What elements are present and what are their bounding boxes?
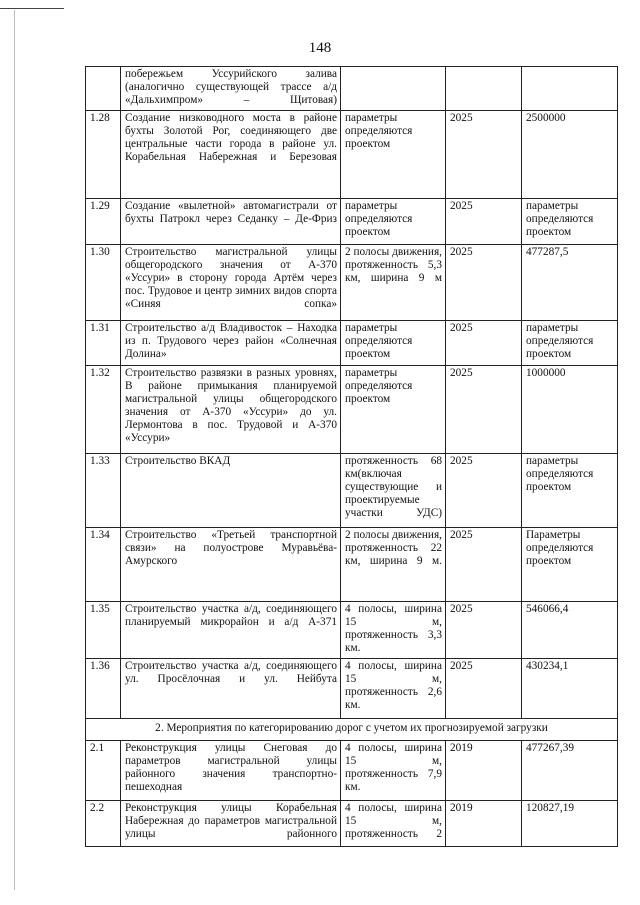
measure-year: [446, 67, 522, 111]
scan-artifact-line: [0, 8, 64, 9]
measure-cost: 1000000: [522, 366, 618, 454]
scan-artifact-margin: [14, 10, 15, 890]
measure-name: Строительство «Третьей транспортной связи» на полуострове Муравьёва-Амурского: [121, 528, 341, 602]
measure-cost: [522, 67, 618, 111]
row-number: 2.1: [86, 741, 121, 801]
table-row: [86, 111, 618, 199]
measure-year: 2025: [446, 366, 522, 454]
measure-year: 2019: [446, 741, 522, 801]
measure-cost: Параметры определяются проектом: [522, 528, 618, 602]
table-row: [86, 366, 618, 454]
measure-cost: параметры определяются проектом: [522, 321, 618, 366]
measure-cost: 477267,39: [522, 741, 618, 801]
measure-cost: 120827,19: [522, 801, 618, 847]
row-number: 1.34: [86, 528, 121, 602]
measure-year: 2025: [446, 245, 522, 321]
measure-name: Реконструкция улицы Снеговая до параметров магистральной улицы районного значения транспортно-пешеходная: [121, 741, 341, 801]
measure-name: побережьем Уссурийского залива (аналогично существующей трассе а/д «Дальхимпром» – Щитовая): [121, 67, 341, 111]
measure-year: 2025: [446, 111, 522, 199]
measure-name: Реконструкция улицы Корабельная Набережная до параметров магистральной улицы районного: [121, 801, 341, 847]
measure-params: 4 полосы, ширина 15 м, протяженность 2: [341, 801, 446, 847]
measures-table: [85, 66, 618, 847]
measure-name: Строительство участка а/д, соединяющего планируемый микрорайон и а/д А-371: [121, 602, 341, 659]
table-row: [86, 659, 618, 719]
page-number: 148: [308, 40, 332, 56]
measure-name: Строительство а/д Владивосток – Находка из п. Трудового через район «Солнечная Долина»: [121, 321, 341, 366]
table-row: [86, 199, 618, 245]
table-row: [86, 67, 618, 111]
section-title: 2. Мероприятия по категорированию дорог с учетом их прогнозируемой загрузки: [86, 719, 618, 741]
measure-params: 4 полосы, ширина 15 м, протяженность 2,6 км.: [341, 659, 446, 719]
table-row: [86, 321, 618, 366]
measure-params: 2 полосы движения, протяженность 5,3 км, ширина 9 м: [341, 245, 446, 321]
measure-cost: 477287,5: [522, 245, 618, 321]
measure-params: параметры определяются проектом: [341, 111, 446, 199]
measure-cost: 546066,4: [522, 602, 618, 659]
table-row: [86, 741, 618, 801]
row-number: [86, 67, 121, 111]
table-row: [86, 602, 618, 659]
measure-name: Строительство участка а/д, соединяющего ул. Просёлочная и ул. Нейбута: [121, 659, 341, 719]
measure-params: параметры определяются проектом: [341, 199, 446, 245]
measure-year: 2025: [446, 659, 522, 719]
row-number: 1.36: [86, 659, 121, 719]
measure-name: Строительство развязки в разных уровнях, В районе примыкания планируемой магистральной улицы общегородского значения от А-370 «Уссури» до ул. Лермонтова в пос. Трудовой и А-370 «Уссури»: [121, 366, 341, 454]
table-row: [86, 245, 618, 321]
measure-year: 2025: [446, 454, 522, 528]
measure-cost: 430234,1: [522, 659, 618, 719]
row-number: 1.30: [86, 245, 121, 321]
section-header-row: [86, 719, 618, 741]
table-row: [86, 528, 618, 602]
measure-year: 2019: [446, 801, 522, 847]
row-number: 1.29: [86, 199, 121, 245]
measure-name: Строительство магистральной улицы общегородского значения от А-370 «Уссури» в сторону города Артём через пос. Трудовое и центр зимних видов спорта «Синяя сопка»: [121, 245, 341, 321]
measure-year: 2025: [446, 528, 522, 602]
measure-year: 2025: [446, 602, 522, 659]
measure-params: протяженность 68 км(включая существующие и проектируемые участки УДС): [341, 454, 446, 528]
measure-params: параметры определяются проектом: [341, 321, 446, 366]
measure-cost: параметры определяются проектом: [522, 199, 618, 245]
measure-params: 4 полосы, ширина 15 м, протяженность 7,9 км.: [341, 741, 446, 801]
row-number: 1.28: [86, 111, 121, 199]
table-row: [86, 454, 618, 528]
measure-params: 4 полосы, ширина 15 м, протяженность 3,3 км.: [341, 602, 446, 659]
row-number: 1.31: [86, 321, 121, 366]
row-number: 1.33: [86, 454, 121, 528]
row-number: 2.2: [86, 801, 121, 847]
measure-year: 2025: [446, 199, 522, 245]
measure-name: Создание низководного моста в районе бухты Золотой Рог, соединяющего две центральные части города в районе ул. Корабельная Набережная и Березовая: [121, 111, 341, 199]
table-row: [86, 801, 618, 847]
measure-name: Строительство ВКАД: [121, 454, 341, 528]
measure-params: [341, 67, 446, 111]
measure-params: параметры определяются проектом: [341, 366, 446, 454]
row-number: 1.35: [86, 602, 121, 659]
measure-name: Создание «вылетной» автомагистрали от бухты Патрокл через Седанку – Де-Фриз: [121, 199, 341, 245]
measure-cost: 2500000: [522, 111, 618, 199]
row-number: 1.32: [86, 366, 121, 454]
measure-params: 2 полосы движения, протяженность 22 км, ширина 9 м.: [341, 528, 446, 602]
measure-year: 2025: [446, 321, 522, 366]
measure-cost: параметры определяются проектом: [522, 454, 618, 528]
